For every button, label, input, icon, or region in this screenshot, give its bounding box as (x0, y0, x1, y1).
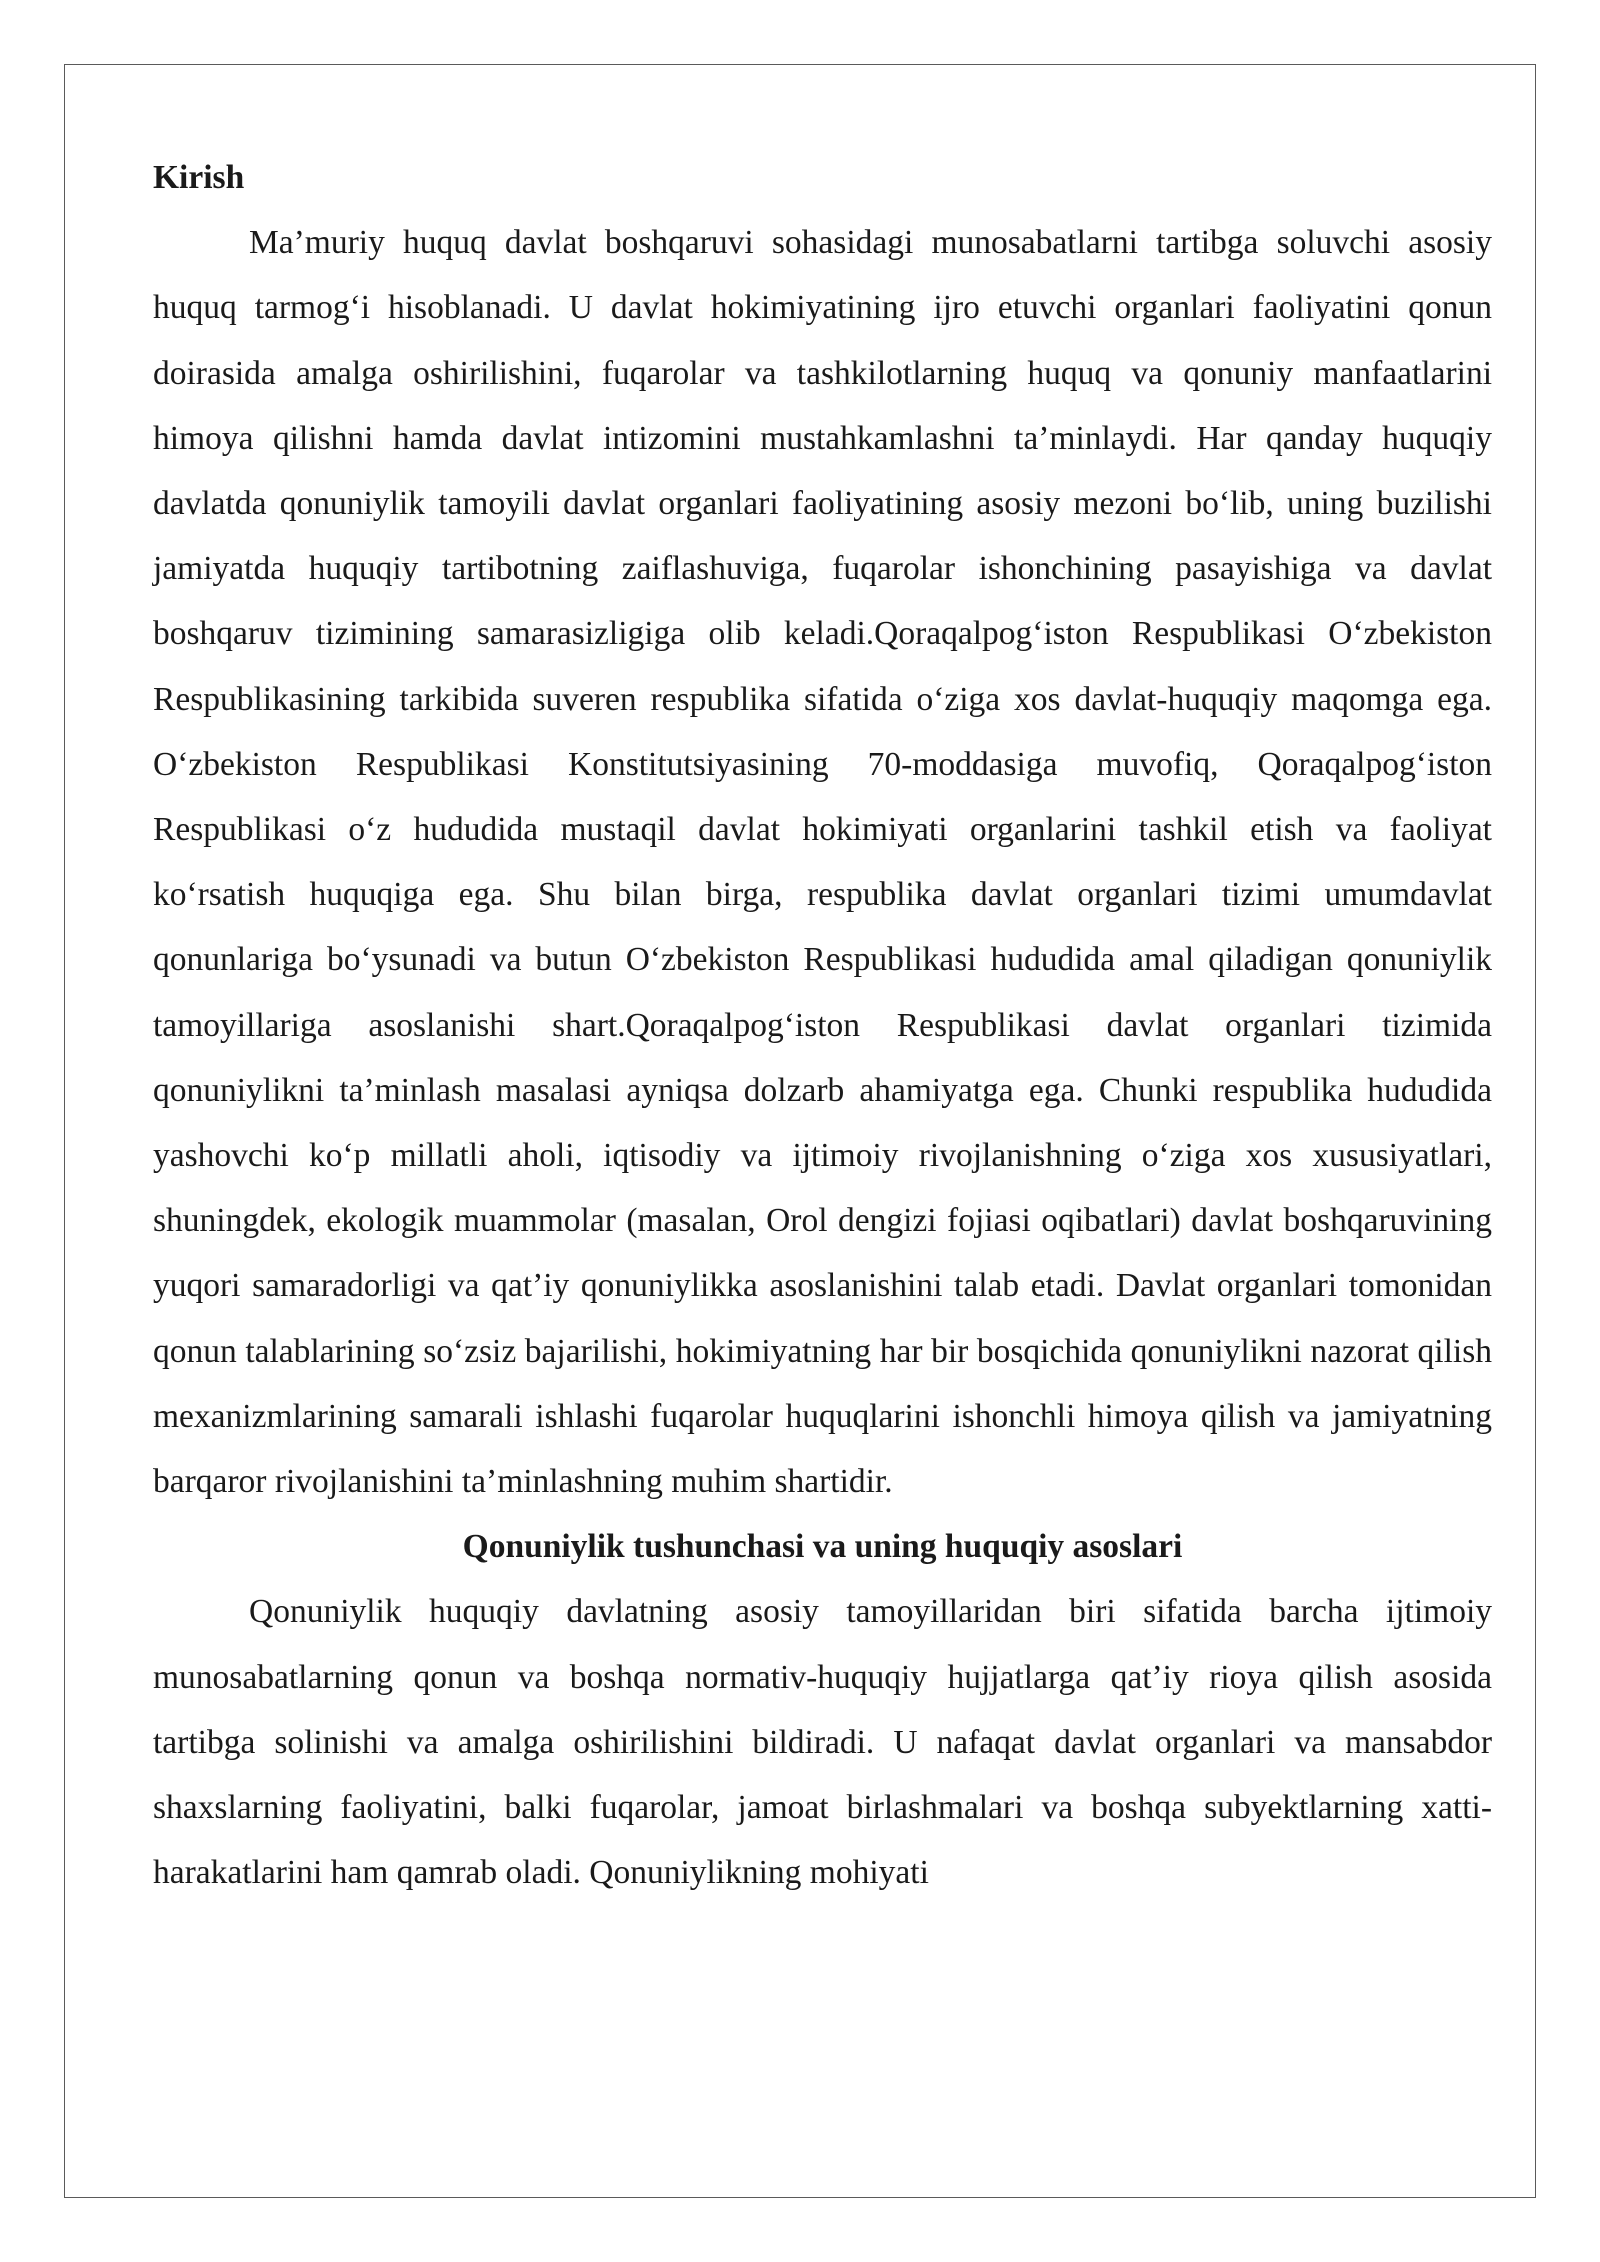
intro-heading: Kirish (153, 159, 245, 196)
section-paragraph: Qonuniylik huquqiy davlatning asosiy tamoyillaridan biri sifatida barcha ijtimoiy munosabatlarning qonun va boshqa normativ-huquqiy hujjatlarga qat’iy rioya qilish asosida tartibga solinishi va amalga oshirilishini bildiradi. U nafaqat davlat organlari va mansabdor shaxslarning faoliyatini, balki fuqarolar, jamoat birlashmalari va boshqa subyektlarning xatti-harakatlarini ham qamrab oladi. Qonuniylikning mohiyati (153, 1593, 1492, 1892)
document-body (153, 145, 1492, 1905)
intro-paragraph: Ma’muriy huquq davlat boshqaruvi sohasidagi munosabatlarni tartibga soluvchi asosiy huquq tarmog‘i hisoblanadi. U davlat hokimiyatining ijro etuvchi organlari faoliyatini qonun doirasida amalga oshirilishini, fuqarolar va tashkilotlarning huquq va qonuniy manfaatlarini himoya qilishni hamda davlat intizomini mustahkamlashni ta’minlaydi. Har qanday huquqiy davlatda qonuniylik tamoyili davlat organlari faoliyatining asosiy mezoni bo‘lib, uning buzilishi jamiyatda huquqiy tartibotning zaiflashuviga, fuqarolar ishonchining pasayishiga va davlat boshqaruv tizimining samarasizligiga olib keladi.Qoraqalpog‘iston Respublikasi O‘zbekiston Respublikasining tarkibida suveren respublika sifatida o‘ziga xos davlat-huquqiy maqomga ega. O‘zbekiston Respublikasi Konstitutsiyasining 70-moddasiga muvofiq, Qoraqalpog‘iston Respublikasi o‘z hududida mustaqil davlat hokimiyati organlarini tashkil etish va faoliyat ko‘rsatish huquqiga ega. Shu bilan birga, respublika davlat organlari tizimi umumdavlat qonunlariga bo‘ysunadi va butun O‘zbekiston Respublikasi hududida amal qiladigan qonuniylik tamoyillariga asoslanishi shart.Qoraqalpog‘iston Respublikasi davlat organlari tizimida qonuniylikni ta’minlash masalasi ayniqsa dolzarb ahamiyatga ega. Chunki respublika hududida yashovchi ko‘p millatli aholi, iqtisodiy va ijtimoiy rivojlanishning o‘ziga xos xususiyatlari, shuningdek, ekologik muammolar (masalan, Orol dengizi fojiasi oqibatlari) davlat boshqaruvining yuqori samaradorligi va qat’iy qonuniylikka asoslanishini talab etadi. Davlat organlari tomonidan qonun talablarining so‘zsiz bajarilishi, hokimiyatning har bir bosqichida qonuniylikni nazorat qilish mexanizmlarining samarali ishlashi fuqarolar huquqlarini ishonchli himoya qilish va jamiyatning barqaror rivojlanishini ta’minlashning muhim shartidir. (153, 224, 1492, 1501)
section-heading: Qonuniylik tushunchasi va uning huquqiy asoslari (462, 1528, 1183, 1566)
